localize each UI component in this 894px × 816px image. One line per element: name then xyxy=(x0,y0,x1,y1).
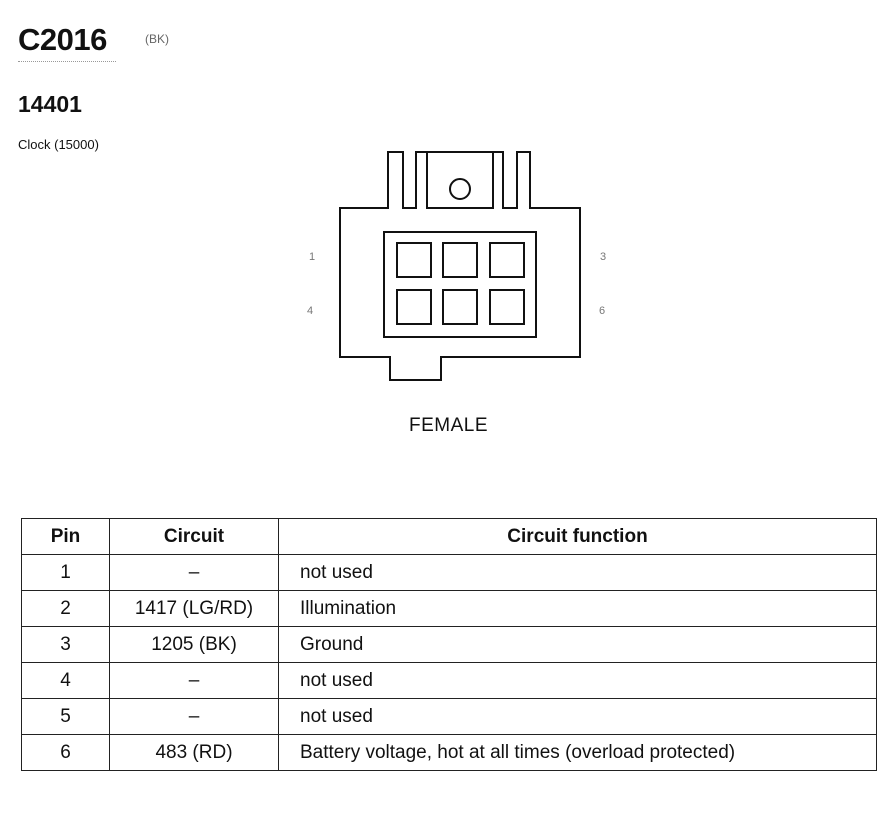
component-name: Clock (15000) xyxy=(18,137,99,152)
table-row xyxy=(22,555,877,591)
function-cell: Battery voltage, hot at all times (overload protected) xyxy=(279,735,877,771)
pin-cell: 3 xyxy=(22,627,110,663)
table-row xyxy=(22,735,877,771)
pin-cell: 1 xyxy=(22,555,110,591)
pin-3 xyxy=(490,243,524,277)
pin-5 xyxy=(443,290,477,324)
pin-cell: 2 xyxy=(22,591,110,627)
function-cell: not used xyxy=(279,555,877,591)
connector-color-code: (BK) xyxy=(145,32,169,46)
table-header-row xyxy=(22,519,877,555)
pin-label-top-left: 1 xyxy=(309,251,316,263)
part-number: 14401 xyxy=(18,91,82,117)
table-row xyxy=(22,699,877,735)
connector-gender: FEMALE xyxy=(409,415,489,436)
function-cell: not used xyxy=(279,663,877,699)
table-row xyxy=(22,591,877,627)
pin-label-top-right: 3 xyxy=(600,251,607,263)
pin-cell: 4 xyxy=(22,663,110,699)
key-hole xyxy=(450,179,470,199)
table-row xyxy=(22,627,877,663)
title-underline xyxy=(18,61,116,62)
circuit-cell: – xyxy=(110,555,279,591)
function-cell: not used xyxy=(279,699,877,735)
pin-label-bottom-left: 4 xyxy=(307,305,314,317)
connector-id: C2016 xyxy=(18,22,107,57)
function-cell: Ground xyxy=(279,627,877,663)
circuit-cell: 483 (RD) xyxy=(110,735,279,771)
pin-cell: 6 xyxy=(22,735,110,771)
pin-label-bottom-right: 6 xyxy=(599,305,606,317)
circuit-cell: 1417 (LG/RD) xyxy=(110,591,279,627)
circuit-cell: 1205 (BK) xyxy=(110,627,279,663)
pin-2 xyxy=(443,243,477,277)
circuit-cell: – xyxy=(110,699,279,735)
table-row xyxy=(22,663,877,699)
connector-face-diagram xyxy=(300,145,620,390)
header-pin: Pin xyxy=(22,519,110,555)
circuit-cell: – xyxy=(110,663,279,699)
pin-table xyxy=(21,518,877,771)
header-circuit: Circuit xyxy=(110,519,279,555)
function-cell: Illumination xyxy=(279,591,877,627)
pin-1 xyxy=(397,243,431,277)
pin-6 xyxy=(490,290,524,324)
pin-cell: 5 xyxy=(22,699,110,735)
pin-4 xyxy=(397,290,431,324)
header-function: Circuit function xyxy=(279,519,877,555)
